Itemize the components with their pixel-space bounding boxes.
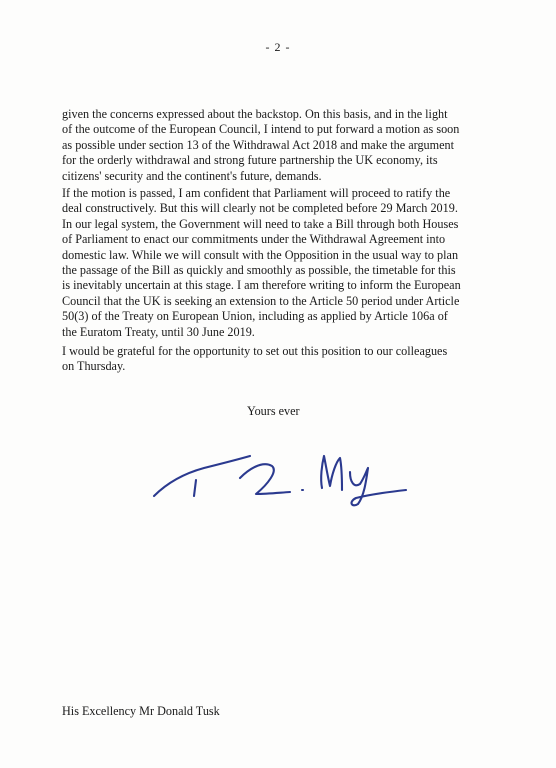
body-paragraph-1 — [62, 107, 502, 184]
page-number: - 2 - — [265, 40, 291, 54]
paragraph-line: Council that the UK is seeking an extension to the Article 50 period under Article — [62, 293, 460, 308]
paragraph-line: of the outcome of the European Council, I intend to put forward a motion as soon — [62, 122, 460, 137]
paragraph-line: given the concerns expressed about the backstop. On this basis, and in the light — [62, 107, 448, 121]
paragraph-line: for the orderly withdrawal and strong future partnership the UK economy, its — [62, 153, 438, 168]
paragraph-line: is inevitably uncertain at this stage. I am therefore writing to inform the European — [62, 278, 461, 293]
paragraph-line: 50(3) of the Treaty on European Union, including as applied by Article 106a of — [62, 309, 448, 324]
body-paragraph-2 — [62, 186, 502, 340]
paragraph-line: If the motion is passed, I am confident that Parliament will proceed to ratify the — [62, 186, 451, 200]
addressee-line: His Excellency Mr Donald Tusk — [62, 704, 220, 718]
paragraph-line: citizens' security and the continent's future, demands. — [62, 168, 322, 183]
paragraph-line: domestic law. While we will consult with the Opposition in the usual way to plan — [62, 247, 459, 262]
paragraph-line: on Thursday. — [62, 359, 126, 374]
paragraph-line: the Euratom Treaty, until 30 June 2019. — [62, 324, 255, 339]
paragraph-line: as possible under section 13 of the Withdrawal Act 2018 and make the argument — [62, 137, 455, 152]
body-paragraph-3 — [62, 344, 502, 375]
paragraph-line: deal constructively. But this will clearly not be completed before 29 March 2019. — [62, 201, 458, 216]
paragraph-line: the passage of the Bill as quickly and smoothly as possible, the timetable for this — [62, 263, 456, 278]
paragraph-line: of Parliament to enact our commitments under the Withdrawal Agreement into — [62, 232, 446, 247]
handwritten-signature — [152, 438, 410, 510]
paragraph-line: I would be grateful for the opportunity to set out this position to our colleagues — [62, 344, 448, 358]
closing-salutation: Yours ever — [247, 404, 300, 418]
paragraph-line: In our legal system, the Government will need to take a Bill through both Houses — [62, 216, 459, 231]
